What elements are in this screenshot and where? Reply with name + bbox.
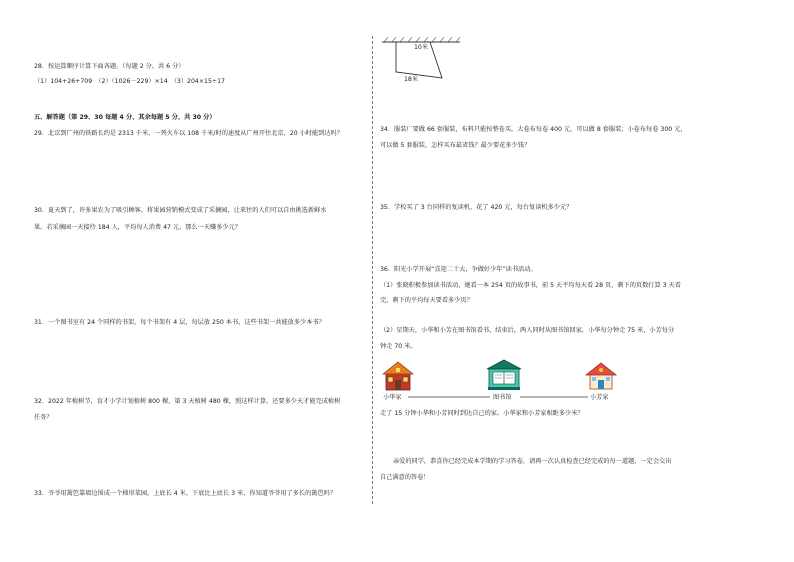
q36-part1-line1: （1）张晓积极参加读书活动，她看一本 254 页的故事书，前 5 天平均每天看 28 页，剩下的页数打算 3 天看 bbox=[380, 282, 681, 289]
q29-text: 29．北京到广州的铁路长约是 2313 千米，一列火车以 108 千米/时的速度从广州开往北京，20 小时能到达吗？ bbox=[34, 130, 343, 137]
fig-top-label: 10米 bbox=[414, 44, 429, 51]
xiaofang-house-icon bbox=[586, 362, 616, 390]
q36-part2-line2: 钟走 70 米。 bbox=[380, 343, 417, 350]
q34-line2: 可以做 5 套服装，怎样买布最省钱？最少要花多少钱？ bbox=[380, 142, 531, 149]
label-xiaohua-home: 小华家 bbox=[383, 394, 402, 401]
q34-line1: 34．服装厂要做 66 套服装，布料只能按整卷买，大卷布每卷 400 元，可以做 8 套服装；小卷布每卷 300 元， bbox=[380, 126, 687, 133]
q36-part1-line2: 完，剩下的平均每天要看多少页？ bbox=[380, 297, 473, 304]
column-divider bbox=[372, 36, 373, 504]
fig-side-label: 18米 bbox=[404, 76, 419, 83]
q35-text: 35．学校买了 3 台同样的复读机，花了 420 元，每台复读机多少元？ bbox=[380, 204, 573, 211]
q30-line1: 30．夏天到了，许多果农为了吸引顾客，将果园营销模式变成了采摘园，让来往的人们可以自由挑选新鲜水 bbox=[34, 207, 327, 214]
q36-part2-line3: 走了 15 分钟小华和小芳同时到达自己的家。小华家和小芳家相距多少米？ bbox=[380, 410, 584, 417]
q36-part2-line1: （2）星期天，小华和小芳在图书馆看书，结束后，两人同时从图书馆回家，小华每分钟走 75 米，小芳每分 bbox=[380, 327, 675, 334]
q36-title: 36．阳光小学开展“喜迎二十大，争做好少年”读书活动。 bbox=[380, 266, 537, 273]
q32-line1: 32．2022 年植树节，育才小学计划植树 800 棵，第 3 天植树 480 棵，照这样计算，还要多少天才能完成植树 bbox=[34, 398, 341, 405]
label-library: 图书馆 bbox=[493, 394, 512, 401]
closing-line1: 亲爱的同学，恭喜你已经完成本学期的学习答卷，请再一次认真检查已经完成的每一道题，一定会交出 bbox=[393, 458, 672, 465]
q28-items: （1）104+26+709 （2）（1026－229）×14 （3）204×15÷17 bbox=[34, 78, 225, 85]
label-xiaofang-home: 小芳家 bbox=[590, 394, 609, 401]
library-building-icon bbox=[487, 360, 521, 390]
q32-line2: 任务？ bbox=[34, 414, 53, 421]
q31-text: 31．一个图书室有 24 个同样的书架，每个书架有 4 层，每层放 250 本书，这些书架一共能放多少本书？ bbox=[34, 319, 325, 326]
xiaohua-house-icon bbox=[383, 361, 413, 391]
closing-line2: 自己满意的答卷！ bbox=[380, 474, 430, 481]
section5-title: 五、解答题（第 29、30 每题 4 分，其余每题 5 分，共 30 分） bbox=[34, 114, 216, 121]
q30-line2: 果。若采摘园一天接待 184 人，平均每人消费 47 元，那么一天赚多少元？ bbox=[34, 224, 241, 231]
q28-title: 28．按运算顺序计算下面各题。（每题 2 分，共 6 分） bbox=[34, 63, 185, 70]
q33-text: 33．爷爷用篱笆靠墙边围成一个梯形菜园，上底长 4 米，下底比上底长 3 米，你知道爷爷用了多长的篱笆吗？ bbox=[34, 490, 337, 497]
